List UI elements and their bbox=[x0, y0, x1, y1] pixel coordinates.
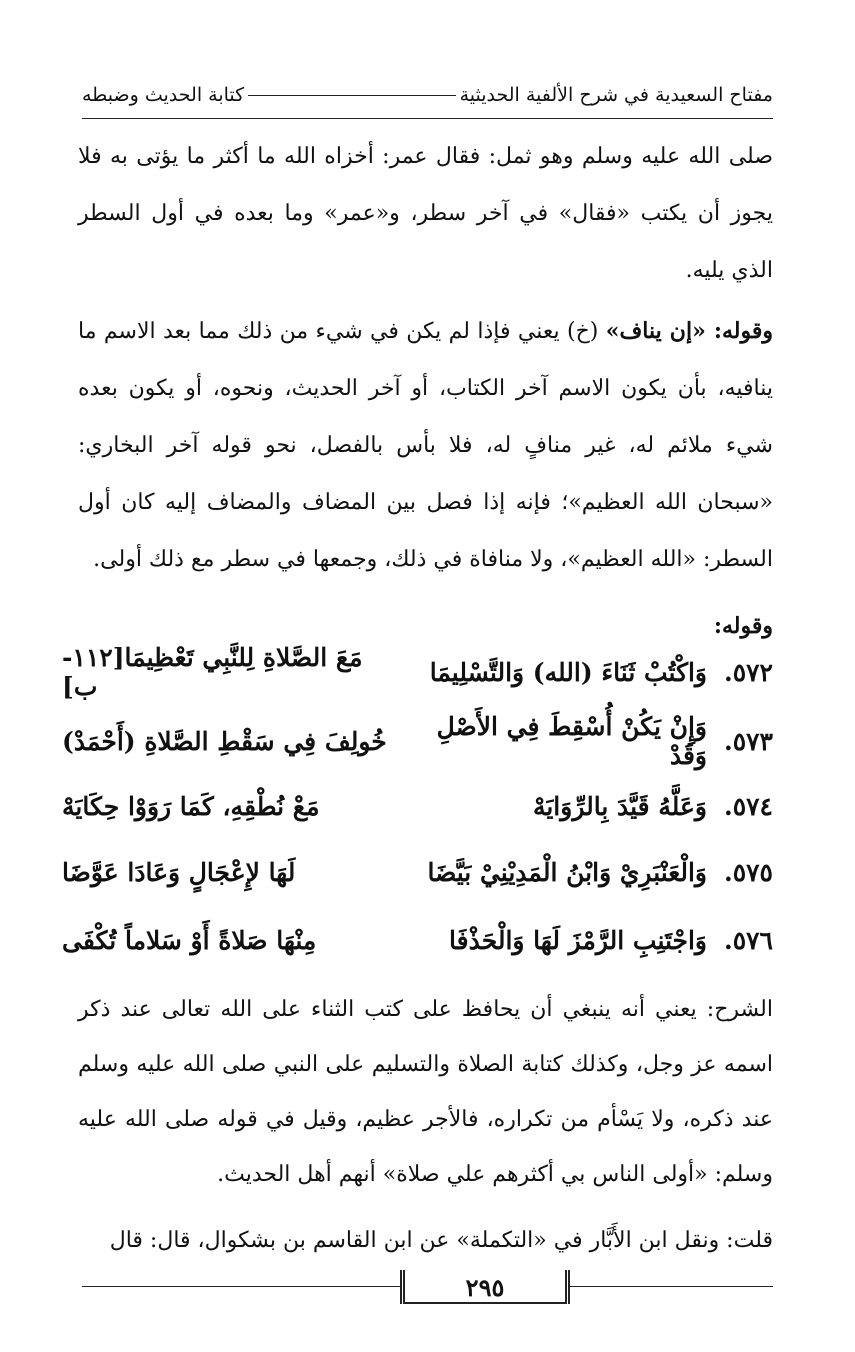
book-title: مفتاح السعيدية في شرح الألفية الحديثية bbox=[459, 84, 773, 106]
verse-second-hemistich: مَعْ نُطْقِهِ، كَمَا رَوَوْا حِكَايَهْ bbox=[62, 791, 320, 821]
page-footer bbox=[82, 1270, 773, 1314]
verse-number: ٥٧٢. bbox=[723, 657, 773, 687]
header-rule bbox=[82, 118, 773, 119]
verse-line bbox=[62, 711, 773, 771]
verse-line bbox=[62, 642, 773, 702]
verse-first-hemistich: وَإِنْ يَكُنْ أُسْقِطَ فِي الأَصْلِ وَقَدْ bbox=[436, 712, 707, 770]
paragraph-continuation: صلى الله عليه وسلم وهو ثمل: فقال عمر: أخزاه الله ما أكثر ما يؤتى به فلا يجوز أن يكتب «فقال» في آخر سطر، و«عمر» وما بعده في أول السطر الذي يليه. bbox=[78, 144, 773, 283]
verse-line bbox=[62, 776, 773, 836]
verse-first-hemistich: وَالْعَنْبَرِيْ وَابْنُ الْمَدِيْنِيْ بَيَّضَا bbox=[427, 857, 707, 887]
paragraph-quote: قلت: ونقل ابن الأَبَّار في «التكملة» عن ابن القاسم بن بشكوال، قال: قال bbox=[109, 1228, 773, 1253]
verse-number: ٥٧٦. bbox=[723, 925, 773, 955]
paragraph-explanation bbox=[78, 303, 773, 588]
verse-first-hemistich: وَاكْتُبْ ثَنَاءَ (الله) وَالتَّسْلِيمَا bbox=[429, 657, 707, 687]
verse-number: ٥٧٣. bbox=[723, 726, 773, 756]
page-number-frame bbox=[400, 1270, 570, 1304]
verse-second-hemistich: مِنْهَا صَلاةً أَوْ سَلاماً تُكْفَى bbox=[62, 925, 317, 955]
verse-intro: وقوله: bbox=[713, 613, 773, 639]
paragraph-body: (خ) يعني فإذا لم يكن في شيء من ذلك مما بعد الاسم ما ينافيه، بأن يكون الاسم آخر الكتاب، أو آخر الحديث، ونحوه، أو يكون بعده شيء ملائم له، غير منافٍ له، فلا بأس بالفصل، نحو قوله آخر البخاري: «سبحان الله العظيم»؛ فإنه إذا فصل بين المضاف والمضاف إليه كان أول السطر: «الله العظيم»، ولا منافاة في ذلك، وجمعها في سطر مع ذلك أولى. bbox=[78, 319, 773, 572]
verse-second-hemistich: لَهَا لإِعْجَالٍ وَعَادَا عَوَّضَا bbox=[62, 857, 296, 887]
paragraph-commentary: الشرح: يعني أنه ينبغي أن يحافظ على كتب الثناء على الله تعالى عند ذكر اسمه عز وجل، وكذلك كتابة الصلاة والتسليم على النبي صلى الله عليه وسلم عند ذكره، ولا يَسْأم من تكراره، فالأجر عظيم، وقيل في قوله صلى الله عليه وسلم: «أولى الناس بي أكثرهم علي صلاة» أنهم أهل الحديث. bbox=[78, 997, 773, 1187]
paragraph-keyword: وقوله: «إن يناف» bbox=[605, 318, 773, 344]
verse-first-hemistich: وَعَلَّهُ قَيَّدَ بِالرِّوَايَهْ bbox=[532, 791, 707, 821]
verse-number: ٥٧٤. bbox=[723, 791, 773, 821]
verse-line bbox=[62, 842, 773, 902]
verse-first-hemistich: وَاجْتَنِبِ الرَّمْزَ لَهَا وَالْحَذْفَا bbox=[449, 925, 707, 955]
page-number: ٢٩٥ bbox=[465, 1272, 505, 1302]
verse-second-hemistich: خُولِفَ فِي سَقْطِ الصَّلاةِ (أَحْمَدْ) bbox=[62, 726, 387, 756]
header-leader-line bbox=[248, 95, 455, 96]
verse-second-hemistich: مَعَ الصَّلاةِ لِلنَّبِي تَعْظِيمَا[١١٢-ب] bbox=[62, 643, 363, 701]
chapter-title: كتابة الحديث وضبطه bbox=[82, 84, 245, 106]
verse-line bbox=[62, 910, 773, 970]
running-header bbox=[82, 78, 773, 112]
verse-number: ٥٧٥. bbox=[723, 857, 773, 887]
